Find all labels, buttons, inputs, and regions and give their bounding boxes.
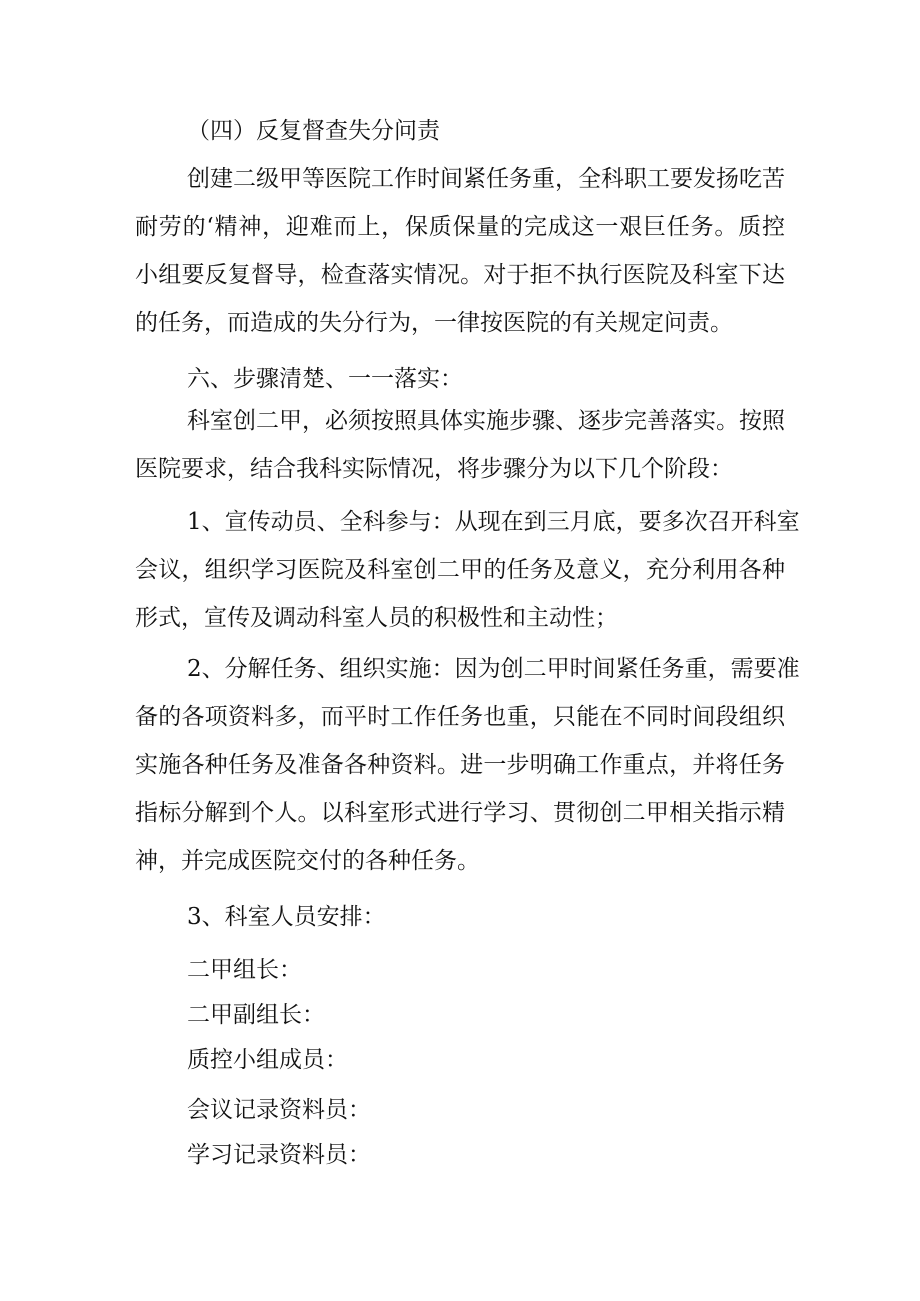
list-item: 二甲副组长： (187, 1002, 325, 1028)
section-heading-four: （四）反复督查失分问责 (187, 118, 440, 144)
paragraph-line: 1、宣传动员、全科参与：从现在到三月底，要多次召开科室 (187, 509, 800, 535)
list-heading-staff: 3、科室人员安排： (187, 904, 386, 930)
list-item: 学习记录资料员： (187, 1142, 371, 1168)
paragraph-line: 医院要求，结合我科实际情况，将步骤分为以下几个阶段： (135, 456, 733, 482)
paragraph-line: 的任务，而造成的失分行为，一律按医院的有关规定问责。 (135, 310, 733, 336)
section-heading-six: 六、步骤清楚、一一落实： (187, 366, 463, 392)
paragraph-line: 小组要反复督导，检查落实情况。对于拒不执行医院及科室下达 (135, 262, 785, 288)
paragraph-line: 耐劳的‘精神，迎难而上，保质保量的完成这一艰巨任务。质控 (135, 214, 785, 240)
paragraph-line: 科室创二甲，必须按照具体实施步骤、逐步完善落实。按照 (187, 408, 785, 434)
list-item: 二甲组长： (187, 957, 302, 983)
paragraph-line: 备的各项资料多，而平时工作任务也重，只能在不同时间段组织 (135, 704, 785, 730)
paragraph-line: 神，并完成医院交付的各种任务。 (135, 848, 480, 874)
paragraph-line: 创建二级甲等医院工作时间紧任务重，全科职工要发扬吃苦 (187, 166, 785, 192)
paragraph-line: 2、分解任务、组织实施：因为创二甲时间紧任务重，需要准 (187, 656, 800, 682)
paragraph-line: 实施各种任务及准备各种资料。进一步明确工作重点，并将任务 (135, 752, 785, 778)
list-item: 质控小组成员： (187, 1047, 348, 1073)
paragraph-line: 形式，宣传及调动科室人员的积极性和主动性； (135, 605, 618, 631)
paragraph-line: 指标分解到个人。以科室形式进行学习、贯彻创二甲相关指示精 (135, 800, 785, 826)
paragraph-line: 会议，组织学习医院及科室创二甲的任务及意义，充分利用各种 (135, 557, 785, 583)
list-item: 会议记录资料员： (187, 1097, 371, 1123)
